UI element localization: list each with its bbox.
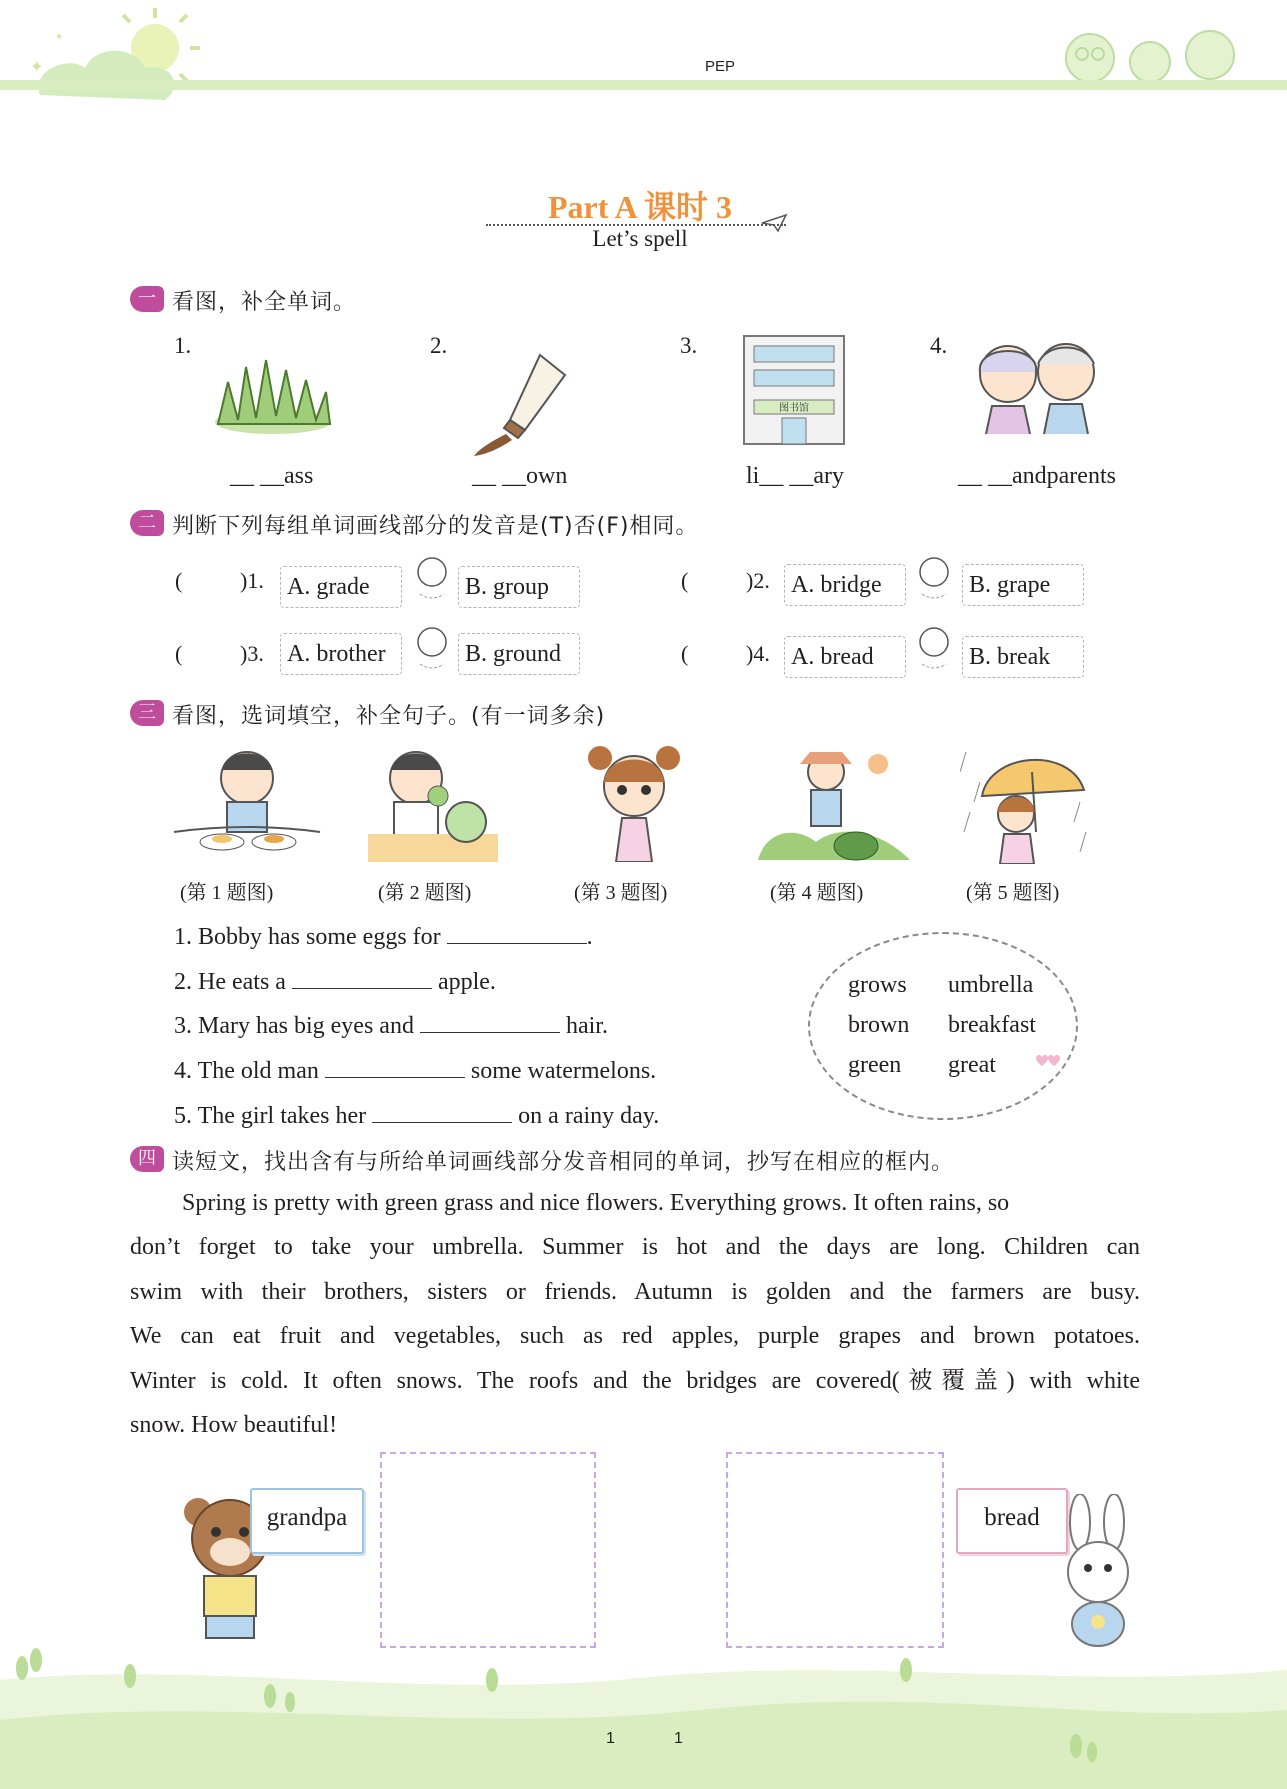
header-decoration: [0, 0, 1287, 130]
question-label: )1.: [240, 568, 264, 593]
sentence-4: 4. The old man some watermelons.: [174, 1054, 656, 1085]
section-badge: 二: [130, 510, 164, 536]
passage-line: Winter is cold. It often snows. The roofs and the bridges are covered(被覆盖) with white: [130, 1368, 1140, 1394]
word-bank-item: grows: [848, 972, 907, 998]
item-number: 1.: [174, 333, 192, 358]
face-icon: [412, 624, 452, 676]
word-b-box: B. group: [458, 566, 580, 608]
passage-line: swim with their brothers, sisters or friends. Autumn is golden and the farmers are busy.: [130, 1279, 1140, 1305]
answer-box-right[interactable]: [726, 1452, 944, 1648]
item-number: 3.: [680, 333, 698, 358]
word-b-box: B. ground: [458, 633, 580, 675]
word-b-box: B. break: [962, 636, 1084, 678]
girl-icon: [584, 742, 684, 862]
answer-paren: (: [175, 641, 183, 666]
section-instruction: 读短文，找出含有与所给单词画线部分发音相同的单词，抄写在相应的框内。: [172, 1150, 955, 1175]
face-icon: [914, 624, 954, 676]
picture-caption: (第 1 题图): [180, 882, 274, 904]
question-label: )4.: [746, 641, 770, 666]
word-bank-item: great: [948, 1052, 996, 1078]
grandparents-icon: [966, 334, 1110, 434]
word-a-box: A. bridge: [784, 564, 906, 606]
item-number: 2.: [430, 333, 448, 358]
footer-hills: [0, 1640, 1287, 1789]
library-sign: 图书馆: [779, 403, 809, 414]
hearts-icon: [1036, 1052, 1062, 1070]
lesson-subtitle: Let’s spell: [592, 226, 688, 251]
header-band: [0, 80, 1287, 90]
section-instruction: 判断下列每组单词画线部分的发音是(T)否(F)相同。: [172, 514, 699, 539]
lesson-title: Part A 课时 3: [548, 189, 732, 225]
picture-caption: (第 5 题图): [966, 882, 1060, 904]
section-instruction: 看图，选词填空，补全句子。(有一词多余): [172, 704, 606, 729]
sentence-1: 1. Bobby has some eggs for .: [174, 920, 593, 951]
rabbit-icon: [1044, 1494, 1144, 1650]
section-badge: 一: [130, 286, 164, 312]
question-label: )2.: [746, 568, 770, 593]
word-bank-item: brown: [848, 1012, 910, 1038]
word-a-box: A. grade: [280, 566, 402, 608]
fill-word: li__ __ary: [746, 463, 844, 489]
fill-word: __ __andparents: [958, 463, 1116, 489]
section-instruction: 看图，补全单词。: [172, 290, 357, 315]
animal-faces-icon: [1066, 31, 1234, 82]
answer-blank[interactable]: [325, 1054, 465, 1078]
passage-line: Spring is pretty with green grass and nice flowers. Everything grows. It often rains, so: [182, 1190, 1010, 1216]
answer-paren: (: [681, 641, 689, 666]
word-card-right: bread: [956, 1488, 1068, 1554]
fill-word: __ __own: [472, 463, 568, 489]
passage-line: We can eat fruit and vegetables, such as red apples, purple grapes and brown potatoes.: [130, 1323, 1140, 1349]
sentence-3: 3. Mary has big eyes and hair.: [174, 1009, 608, 1040]
passage-line: snow. How beautiful!: [130, 1412, 338, 1438]
section-badge: 三: [130, 700, 164, 726]
answer-blank[interactable]: [292, 965, 432, 989]
star-icon: ✦: [55, 32, 64, 43]
picture-caption: (第 2 题图): [378, 882, 472, 904]
word-bank-item: green: [848, 1052, 902, 1078]
item-number: 4.: [930, 333, 948, 358]
face-icon: [914, 554, 954, 606]
boy-apple-icon: [366, 742, 500, 862]
word-bank-item: umbrella: [948, 972, 1034, 998]
answer-blank[interactable]: [372, 1099, 512, 1123]
paint-tube-icon: [470, 350, 580, 460]
answer-paren: (: [175, 568, 183, 593]
word-bank-item: breakfast: [948, 1012, 1036, 1038]
word-a-box: A. brother: [280, 633, 402, 675]
sentence-5: 5. The girl takes her on a rainy day.: [174, 1099, 659, 1130]
word-b-box: B. grape: [962, 564, 1084, 606]
grass-icon: [208, 352, 338, 437]
library-building-icon: [740, 334, 848, 446]
picture-caption: (第 4 题图): [770, 882, 864, 904]
answer-blank[interactable]: [420, 1009, 560, 1033]
farmer-watermelon-icon: [756, 742, 912, 864]
page-number-right: 1: [674, 1730, 683, 1747]
header-label: PEP: [704, 58, 735, 75]
word-card-left: grandpa: [250, 1488, 364, 1554]
page-number-left: 1: [606, 1730, 615, 1747]
face-icon: [412, 554, 452, 606]
sentence-2: 2. He eats a apple.: [174, 965, 496, 996]
word-a-box: A. bread: [784, 636, 906, 678]
star-icon: ✦: [30, 59, 44, 76]
passage-line: don’t forget to take your umbrella. Summer is hot and the days are long. Children can: [130, 1234, 1140, 1260]
girl-umbrella-icon: [960, 742, 1090, 864]
answer-paren: (: [681, 568, 689, 593]
answer-box-left[interactable]: [380, 1452, 596, 1648]
answer-blank[interactable]: [447, 920, 587, 944]
section-badge: 四: [130, 1146, 164, 1172]
boy-breakfast-icon: [172, 742, 322, 862]
fill-word: __ __ass: [230, 463, 314, 489]
question-label: )3.: [240, 641, 264, 666]
picture-caption: (第 3 题图): [574, 882, 668, 904]
